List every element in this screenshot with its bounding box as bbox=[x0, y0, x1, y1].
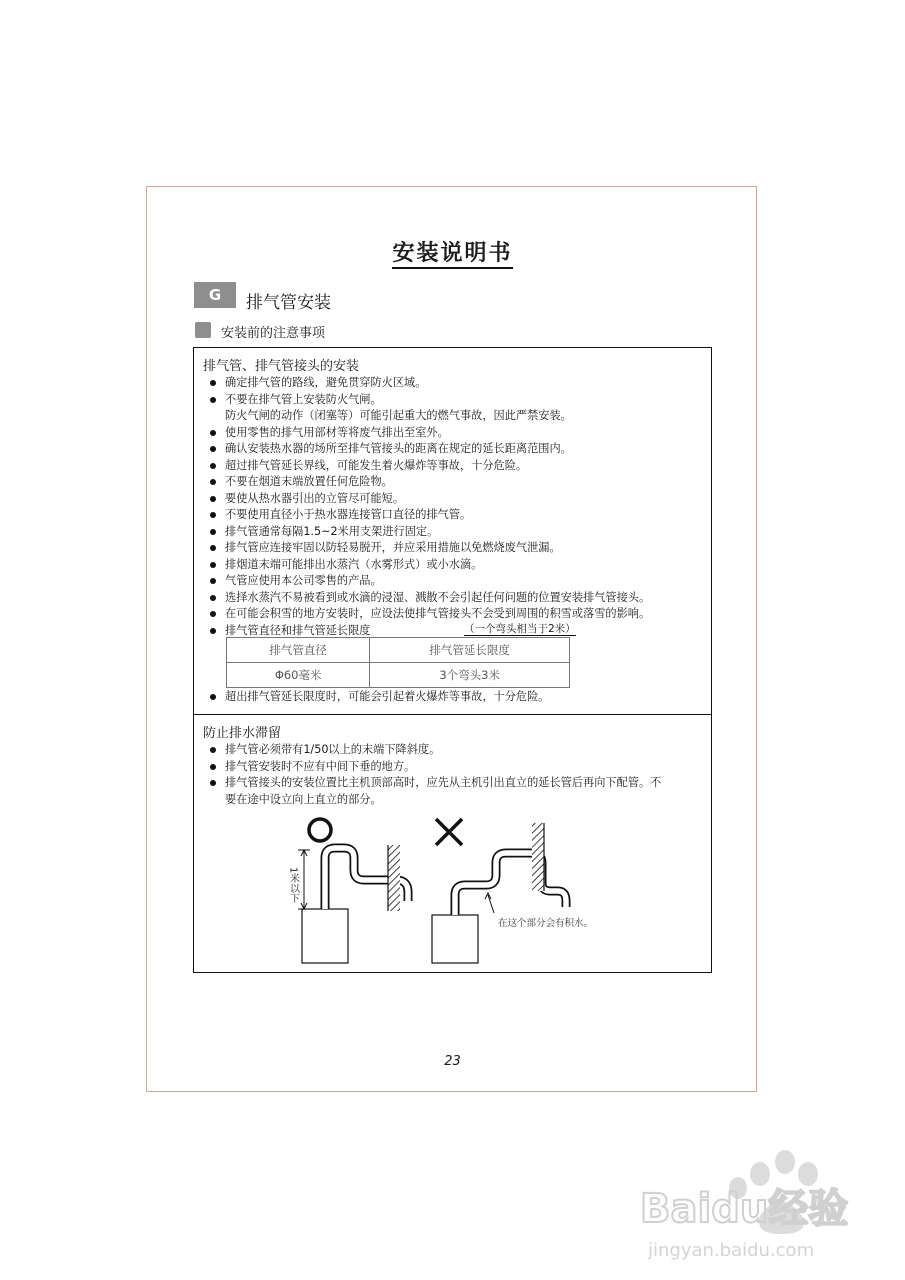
list-item: 在可能会积雪的地方安装时，应设法使排气管接头不会受到周围的积雪或落雪的影响。 bbox=[207, 606, 705, 623]
list-item-continuation: 要在途中设立向上直立的部分。 bbox=[225, 792, 382, 806]
exhaust-spec-table bbox=[226, 637, 570, 688]
wall-hatch bbox=[388, 845, 400, 911]
list-item: 选择水蒸汽不易被看到或水滴的浸湿、溅散不会引起任何问题的位置安装排气管接头。 bbox=[207, 590, 705, 607]
list-item: 不要在烟道末端放置任何危险物。 bbox=[207, 474, 705, 491]
exhaust-limit-warning-list bbox=[207, 689, 705, 706]
subsection-heading: 安装前的注意事项 bbox=[221, 326, 326, 341]
list-item: 要使从热水器引出的立管尽可能短。 bbox=[207, 491, 705, 508]
list-item: 使用零售的排气用部材等将废气排出至室外。 bbox=[207, 425, 705, 442]
list-item: 排气管接头的安装位置比主机顶部高时，应先从主机引出直立的延长管后再向下配管。不 bbox=[207, 775, 705, 792]
list-item: 不要使用直径小于热水器连接管口直径的排气管。 bbox=[207, 507, 705, 524]
table-cell: 3个弯头3米 bbox=[370, 663, 570, 688]
watermark-brand: Baidu经验 bbox=[640, 1186, 849, 1232]
water-pointer-line bbox=[488, 895, 494, 913]
panel-divider bbox=[194, 714, 711, 715]
list-item: 排气管应连接牢固以防轻易脱开，并应采用措施以免燃烧废气泄漏。 bbox=[207, 540, 705, 557]
list-item: 确定排气管的路线，避免贯穿防火区域。 bbox=[207, 375, 705, 392]
notice-box bbox=[193, 347, 712, 973]
page-number: 23 bbox=[444, 1054, 461, 1069]
list-item: 排气管通常每隔1.5~2米用支架进行固定。 bbox=[207, 524, 705, 541]
wall-hatch bbox=[532, 823, 544, 891]
section-heading: 排气管安装 bbox=[246, 293, 331, 313]
water-heater-unit bbox=[302, 909, 348, 963]
watermark-url: jingyan.baidu.com bbox=[648, 1240, 815, 1261]
list-item: 气管应使用本公司零售的产品。 bbox=[207, 573, 705, 590]
list-item: 超出排气管延长限度时，可能会引起着火爆炸等事故，十分危险。 bbox=[207, 689, 705, 706]
drainage-list bbox=[207, 742, 705, 808]
exhaust-pipe-diagram bbox=[194, 803, 710, 968]
water-heater-unit bbox=[432, 915, 478, 963]
elbow-note-text: （一个弯头相当于2米） bbox=[464, 623, 576, 635]
section-badge: G bbox=[194, 282, 236, 308]
correct-example bbox=[288, 819, 409, 963]
incorrect-example bbox=[432, 819, 593, 963]
list-item: 排气管必须带有1/50以上的末端下降斜度。 bbox=[207, 742, 705, 759]
list-item: 确认安装热水器的场所至排气管接头的距离在规定的延长距离范围内。 bbox=[207, 441, 705, 458]
table-header-cell: 排气管延长限度 bbox=[370, 638, 570, 663]
exhaust-pipe-incorrect-inner bbox=[455, 853, 566, 915]
document-title-text: 安装说明书 bbox=[392, 241, 512, 269]
list-item: 排烟道末端可能排出水蒸汽（水雾形式）或小水滴。 bbox=[207, 557, 705, 574]
list-item: 超过排气管延长界线，可能发生着火爆炸等事故，十分危险。 bbox=[207, 458, 705, 475]
panel-title-drainage: 防止排水滞留 bbox=[203, 726, 282, 741]
panel-title-exhaust-install: 排气管、排气管接头的安装 bbox=[203, 359, 360, 374]
table-cell: Φ60毫米 bbox=[227, 663, 370, 688]
list-item: 排气管直径和排气管延长限度 bbox=[207, 623, 705, 640]
incorrect-cross-icon bbox=[436, 819, 462, 845]
correct-circle-icon bbox=[309, 819, 331, 841]
elbow-note bbox=[464, 621, 576, 636]
table-row bbox=[227, 663, 570, 688]
exhaust-install-list bbox=[207, 375, 705, 639]
list-item: 不要在排气管上安装防火气闸。 bbox=[207, 392, 705, 409]
document-title bbox=[0, 236, 905, 267]
baidu-jingyan-watermark bbox=[640, 1138, 870, 1270]
list-item: 排气管安装时不应有中间下垂的地方。 bbox=[207, 759, 705, 776]
list-item-continuation: 防火气闸的动作（闭塞等）可能引起重大的燃气事故，因此严禁安装。 bbox=[225, 409, 572, 422]
table-header-cell: 排气管直径 bbox=[227, 638, 370, 663]
subsection-marker-icon bbox=[195, 322, 211, 338]
height-label: 1米以下 bbox=[287, 867, 299, 904]
water-accumulation-note: 在这个部分会有积水。 bbox=[498, 918, 594, 929]
table-header-row bbox=[227, 638, 570, 663]
